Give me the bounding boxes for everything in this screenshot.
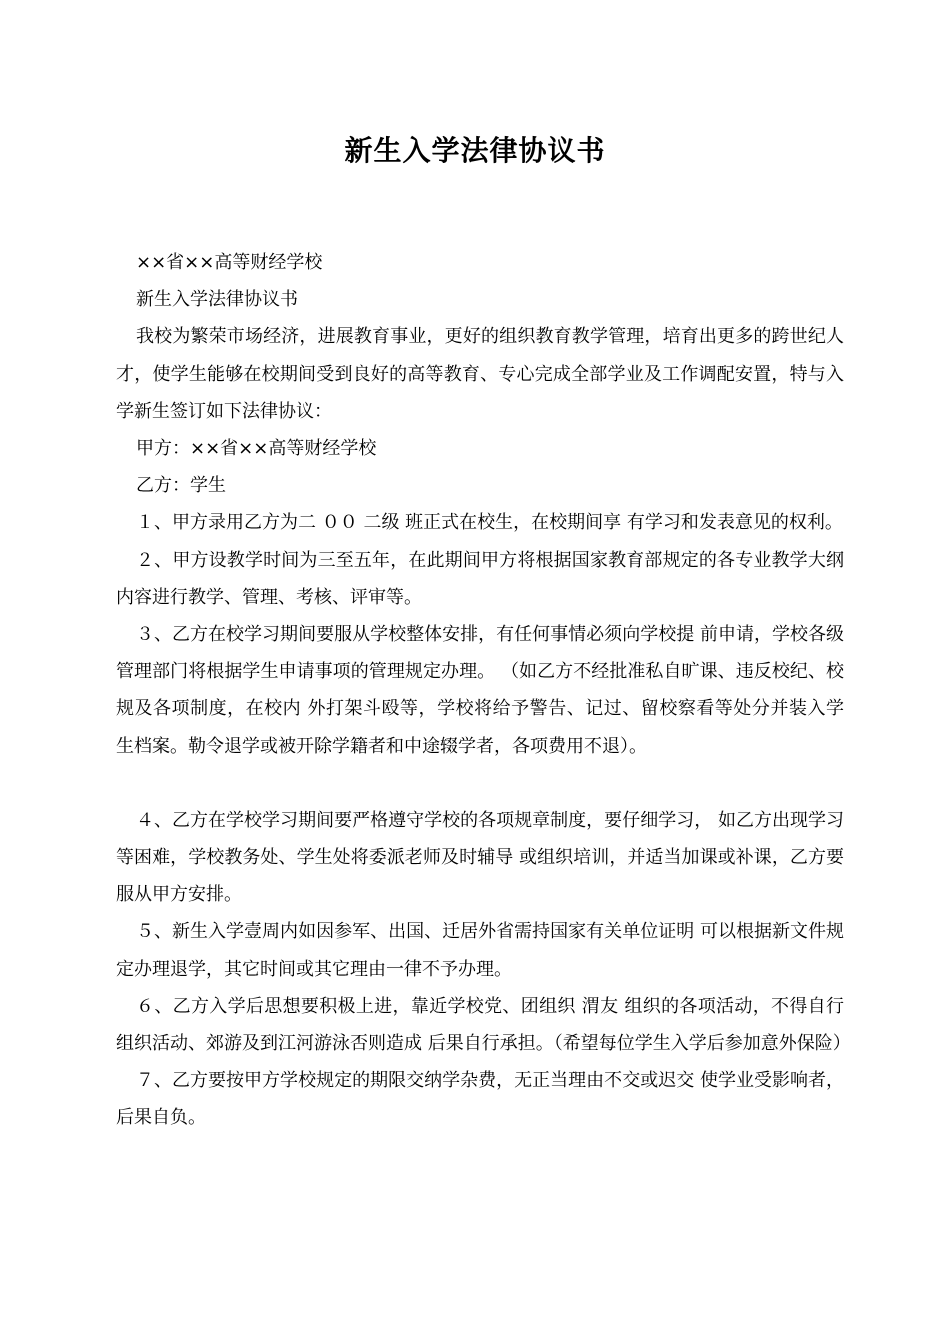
clause-3: ３、乙方在校学习期间要服从学校整体安排，有任何事情必须向学校提 前申请，学校各级管理部门将根据学生申请事项的管理规定办理。 （如乙方不经批准私自旷课、违反校纪、校规及各项制度，在校内 外打架斗殴等，学校将给予警告、记过、留校察看等处分并装入学 生档案。勒令退学或被开除学籍者和中途辍学者，各项费用不退）。: [116, 624, 844, 757]
school-name-line: ××省××高等财经学校: [136, 252, 323, 273]
agreement-subtitle: 新生入学法律协议书: [136, 289, 298, 311]
preamble-paragraph: 我校为繁荣市场经济，进展教育事业，更好的组织教育教学管理，培育出更多的跨世纪人才，使学生能够在校期间受到良好的高等教育、专心完成全部学业及工作调配安置，特与入学新生签订如下法律协议：: [116, 326, 844, 422]
clause-2: ２、甲方设教学时间为三至五年，在此期间甲方将根据国家教育部规定的各专业教学大纲内容进行教学、管理、考核、评审等。: [116, 549, 844, 608]
document-body: [116, 244, 851, 1137]
party-a-line: 甲方：××省××高等财经学校: [136, 438, 377, 460]
clause-1: １、甲方录用乙方为二 ００ 二级 班正式在校生，在校期间享 有学习和发表意见的权利。: [136, 512, 843, 534]
clause-6: ６、乙方入学后思想要积极上进，靠近学校党、团组织 渭友 组织的各项活动，不得自行组织活动、郊游及到江河游泳否则造成 后果自行承担。（希望每位学生入学后参加意外保险）: [116, 995, 851, 1055]
document-title: 新生入学法律协议书: [344, 134, 606, 167]
clause-7: ７、乙方要按甲方学校规定的期限交纳学杂费，无正当理由不交或迟交 使学业受影响者，后果自负。: [116, 1070, 844, 1129]
clause-5: ５、新生入学壹周内如因参军、出国、迁居外省需持国家有关单位证明 可以根据新文件规定办理退学，其它时间或其它理由一律不予办理。: [116, 921, 844, 980]
party-b-line: 乙方：学生: [136, 475, 226, 497]
clause-4: ４、乙方在学校学习期间要严格遵守学校的各项规章制度，要仔细学习， 如乙方出现学习等困难，学校教务处、学生处将委派老师及时辅导 或组织培训，并适当加课或补课，乙方要服从甲方安排。: [116, 809, 844, 906]
